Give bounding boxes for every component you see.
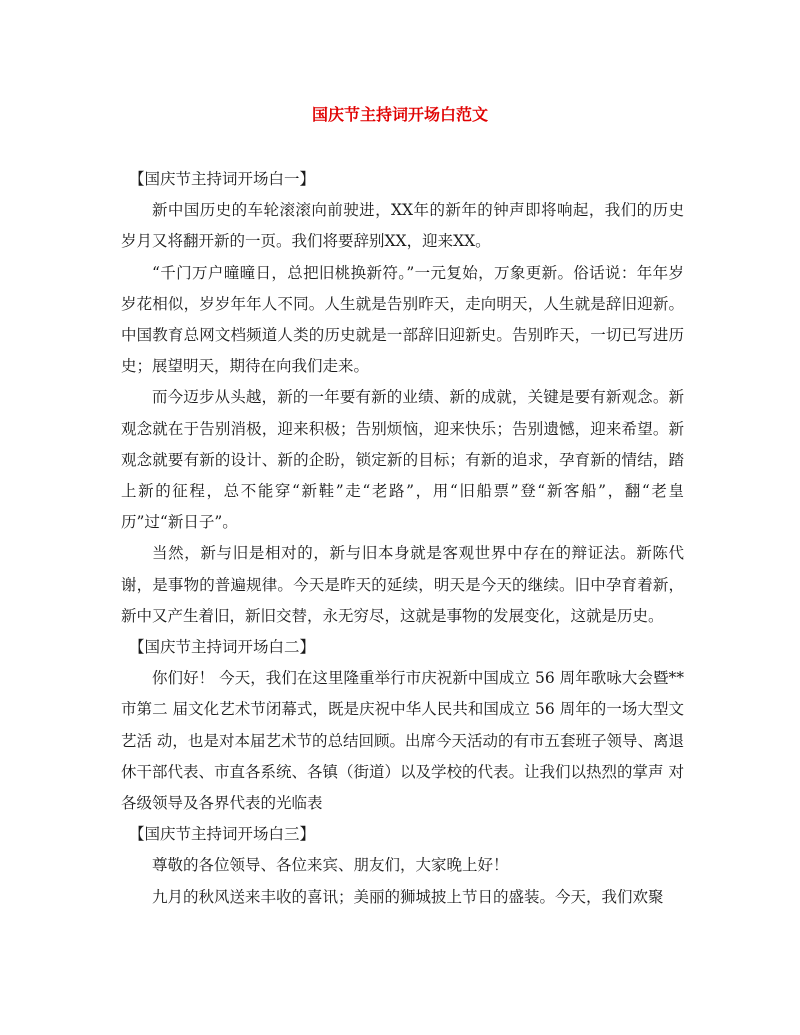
document-body xyxy=(121,164,684,913)
body-paragraph: 新中国历史的车轮滚滚向前驶进，XX年的新年的钟声即将响起，我们的历史岁月又将翻开新的一页。我们将要辞别XX，迎来XX。 xyxy=(121,201,684,251)
body-paragraph: 尊敬的各位领导、各位来宾、朋友们，大家晚上好！ xyxy=(152,856,509,875)
body-paragraph: 九月的秋风送来丰收的喜讯；美丽的狮城披上节日的盛装。今天，我们欢聚 xyxy=(152,887,664,906)
body-paragraph: 而今迈步从头越，新的一年要有新的业绩、新的成就，关键是要有新观念。新观念就在于告别消极，迎来积极；告别烦恼，迎来快乐；告别遗憾，迎来希望。新观念就要有新的设计、新的企盼，锁定新的目标；有新的追求，孕育新的情结，踏上新的征程，总不能穿“新鞋”走“老路”，用“旧船票”登“新客船”，翻“老皇历”过“新日子”。 xyxy=(121,388,684,532)
document-title: 国庆节主持词开场白范文 xyxy=(311,105,488,124)
section-heading: 【国庆节主持词开场白一】 xyxy=(129,170,316,188)
section-heading: 【国庆节主持词开场白三】 xyxy=(129,825,316,844)
body-paragraph: 你们好！ 今天，我们在这里隆重举行市庆祝新中国成立 56 周年歌咏大会暨**市第二 届文化艺术节闭幕式，既是庆祝中华人民共和国成立 56 周年的一场大型文艺活 动，也是对本届艺术节的总结回顾。出席今天活动的有市五套班子领导、离退 休干部代表、市直各系统、各镇（街道）以及学校的代表。让我们以热烈的掌声 对各级领导及各界代表的光临表 xyxy=(121,669,684,813)
section-heading: 【国庆节主持词开场白二】 xyxy=(129,638,316,657)
body-paragraph: “千门万户曈曈日，总把旧桃换新符。”一元复始，万象更新。俗话说：年年岁岁花相似，岁岁年年人不同。人生就是告别昨天，走向明天，人生就是辞旧迎新。中国教育总网文档频道人类的历史就是一部辞旧迎新史。告别昨天，一切已写进历史；展望明天，期待在向我们走来。 xyxy=(121,263,684,376)
body-paragraph: 当然，新与旧是相对的，新与旧本身就是客观世界中存在的辩证法。新陈代谢，是事物的普遍规律。今天是昨天的延续，明天是今天的继续。旧中孕育着新，新中又产生着旧，新旧交替，永无穷尽，这就是事物的发展变化，这就是历史。 xyxy=(121,544,684,625)
